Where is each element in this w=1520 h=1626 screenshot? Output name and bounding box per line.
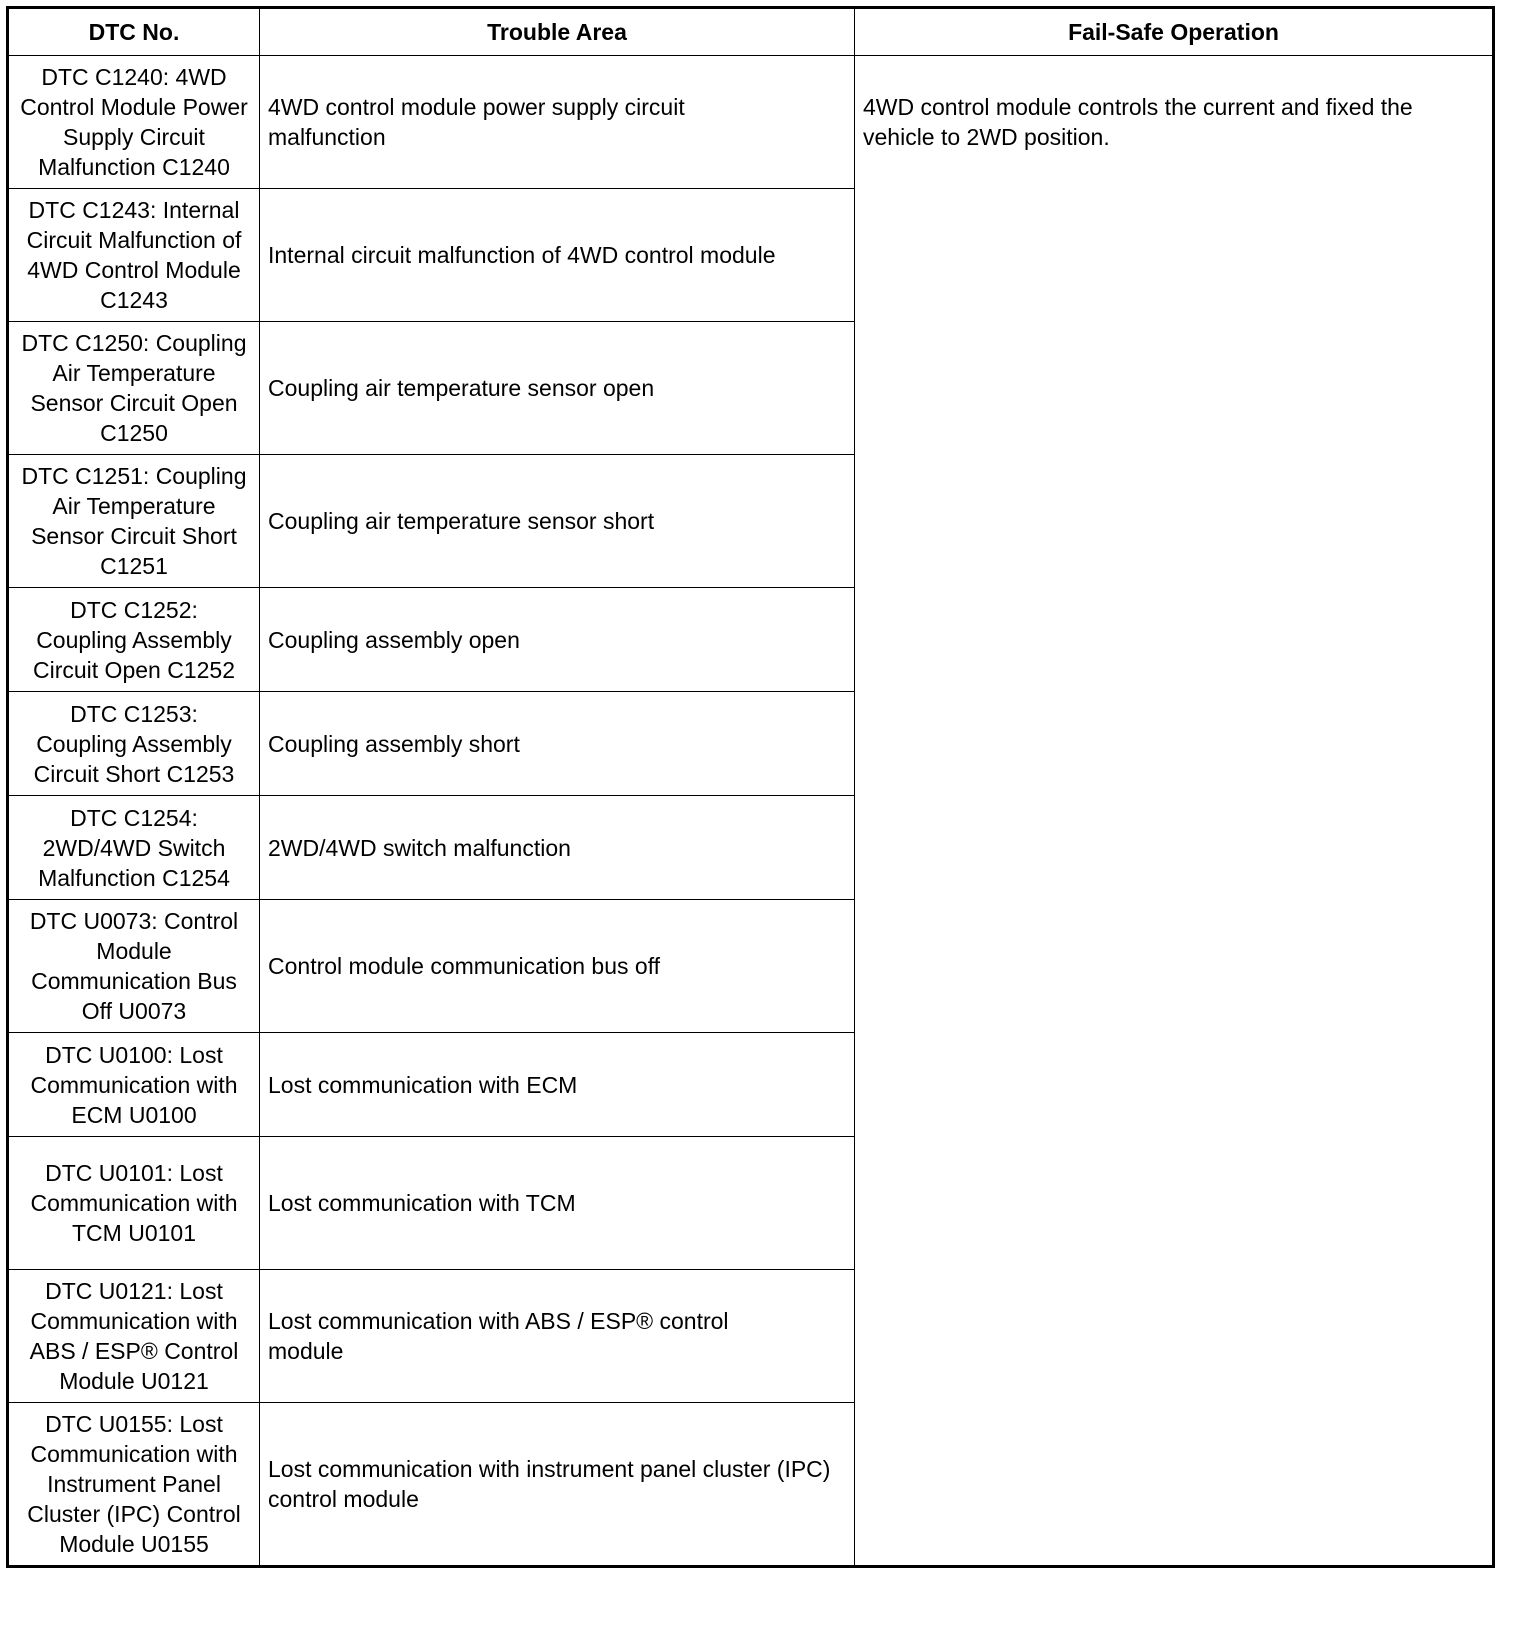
dtc-cell: DTC U0121: Lost Communication with ABS / ESP® Control Module U0121 [8,1270,260,1403]
dtc-cell: DTC C1253: Coupling Assembly Circuit Short C1253 [8,692,260,796]
dtc-cell: DTC C1251: Coupling Air Temperature Sensor Circuit Short C1251 [8,455,260,588]
dtc-cell: DTC C1243: Internal Circuit Malfunction of 4WD Control Module C1243 [8,189,260,322]
trouble-area-cell: Lost communication with instrument panel cluster (IPC) control module [260,1403,855,1567]
trouble-area-cell: Coupling assembly open [260,588,855,692]
dtc-table [6,6,1495,1568]
trouble-area-cell: Lost communication with ABS / ESP® control module [260,1270,855,1403]
header-fail-safe-operation: Fail-Safe Operation [855,8,1494,56]
dtc-cell: DTC U0100: Lost Communication with ECM U0100 [8,1033,260,1137]
dtc-cell: DTC C1252: Coupling Assembly Circuit Open C1252 [8,588,260,692]
trouble-area-cell: 2WD/4WD switch malfunction [260,796,855,900]
header-dtc-no: DTC No. [8,8,260,56]
dtc-cell: DTC U0101: Lost Communication with TCM U0101 [8,1137,260,1270]
dtc-cell: DTC C1240: 4WD Control Module Power Supply Circuit Malfunction C1240 [8,56,260,189]
table-header-row [8,8,1494,56]
trouble-area-cell: 4WD control module power supply circuit malfunction [260,56,855,189]
fail-safe-cell: 4WD control module controls the current and fixed the vehicle to 2WD position. [855,56,1494,1567]
trouble-area-cell: Control module communication bus off [260,900,855,1033]
trouble-area-cell: Lost communication with TCM [260,1137,855,1270]
trouble-area-cell: Lost communication with ECM [260,1033,855,1137]
dtc-cell: DTC U0155: Lost Communication with Instrument Panel Cluster (IPC) Control Module U0155 [8,1403,260,1567]
dtc-cell: DTC C1250: Coupling Air Temperature Sensor Circuit Open C1250 [8,322,260,455]
trouble-area-cell: Internal circuit malfunction of 4WD control module [260,189,855,322]
trouble-area-cell: Coupling assembly short [260,692,855,796]
dtc-cell: DTC U0073: Control Module Communication Bus Off U0073 [8,900,260,1033]
trouble-area-cell: Coupling air temperature sensor open [260,322,855,455]
trouble-area-cell: Coupling air temperature sensor short [260,455,855,588]
table-row [8,56,1494,189]
dtc-cell: DTC C1254: 2WD/4WD Switch Malfunction C1254 [8,796,260,900]
header-trouble-area: Trouble Area [260,8,855,56]
